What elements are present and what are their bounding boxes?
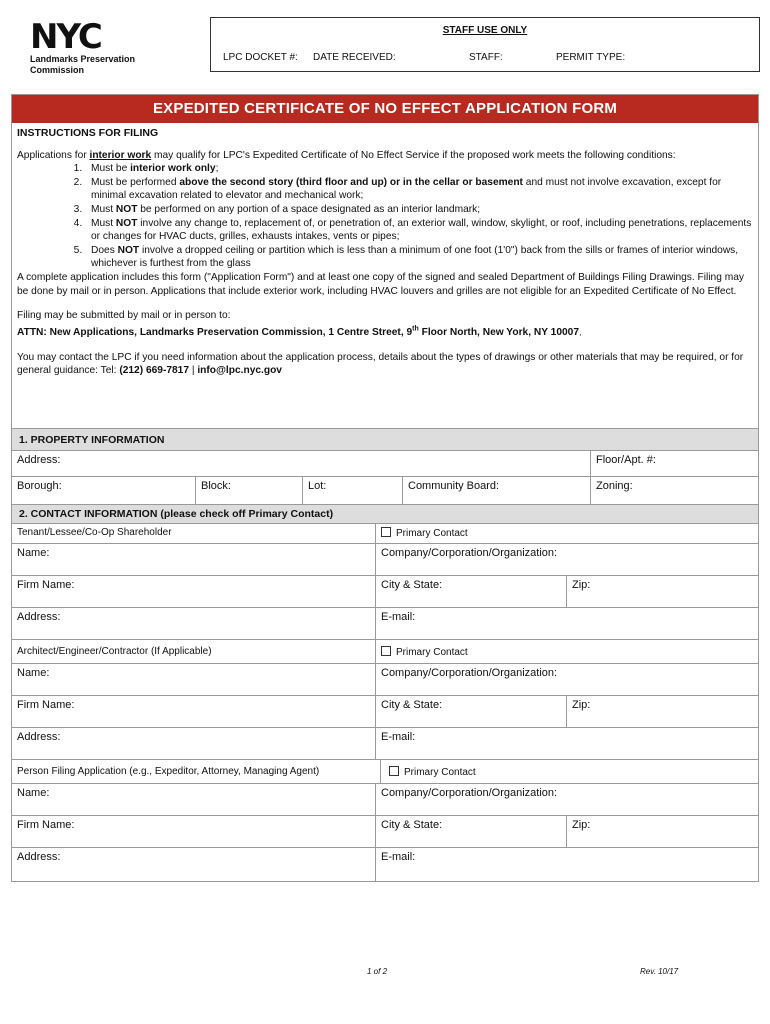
tenant-address-field[interactable]: Address: xyxy=(12,607,375,639)
filer-name-field[interactable]: Name: xyxy=(12,783,375,815)
contact-section-header: 2. CONTACT INFORMATION (please check off Primary Contact) xyxy=(12,504,758,523)
tenant-heading: Tenant/Lessee/Co-Op Shareholder xyxy=(12,523,375,543)
logo-line-1: Landmarks Preservation xyxy=(30,54,136,64)
logo-line-2: Commission xyxy=(30,65,85,75)
lpc-phone[interactable]: (212) 669-7817 xyxy=(119,365,189,377)
filer-zip-field[interactable]: Zip: xyxy=(566,815,758,847)
checkbox-icon[interactable] xyxy=(381,646,391,656)
architect-firm-field[interactable]: Firm Name: xyxy=(12,695,375,727)
filer-firm-field[interactable]: Firm Name: xyxy=(12,815,375,847)
tenant-name-field[interactable]: Name: xyxy=(12,543,375,575)
condition-4: 4. Must NOT involve any change to, replacement of, or penetration of, an exterior wall, window, skylight, or roof, including penetrations, replacements or changes for HVAC ducts, grilles, exhausts intakes, vents or pipes; xyxy=(85,217,753,244)
architect-primary-contact[interactable]: Primary Contact xyxy=(375,639,758,663)
instructions-intro: Applications for interior work may qualify for LPC's Expedited Certificate of No Effect Service if the proposed work meets the following conditions: xyxy=(17,149,676,161)
instructions xyxy=(12,123,758,378)
checkbox-icon[interactable] xyxy=(381,527,391,537)
property-address-field[interactable]: Address: xyxy=(12,450,590,476)
property-section-header: 1. PROPERTY INFORMATION xyxy=(12,428,758,450)
zoning-field[interactable]: Zoning: xyxy=(590,476,758,504)
floor-apt-field[interactable]: Floor/Apt. #: xyxy=(590,450,758,476)
filer-address-field[interactable]: Address: xyxy=(12,847,375,881)
architect-heading: Architect/Engineer/Contractor (If Applicable) xyxy=(12,639,375,663)
lpc-docket-label: LPC DOCKET #: xyxy=(223,52,298,63)
staff-label: STAFF: xyxy=(469,52,503,63)
tenant-zip-field[interactable]: Zip: xyxy=(566,575,758,607)
architect-email-field[interactable]: E-mail: xyxy=(375,727,758,759)
architect-city-field[interactable]: City & State: xyxy=(375,695,566,727)
architect-name-field[interactable]: Name: xyxy=(12,663,375,695)
filing-text: Filing may be submitted by mail or in person to: xyxy=(17,310,231,322)
lot-field[interactable]: Lot: xyxy=(302,476,402,504)
community-board-field[interactable]: Community Board: xyxy=(402,476,590,504)
condition-5: 5. Does NOT involve a dropped ceiling or partition which is less than a minimum of one foot (1'0") back from the sills or frames of interior windows, whichever is furthest from the glass xyxy=(85,244,753,271)
instructions-heading: INSTRUCTIONS FOR FILING xyxy=(17,127,159,139)
architect-company-field[interactable]: Company/Corporation/Organization: xyxy=(375,663,758,695)
block-field[interactable]: Block: xyxy=(195,476,302,504)
application-form xyxy=(11,94,759,882)
tenant-firm-field[interactable]: Firm Name: xyxy=(12,575,375,607)
lpc-email[interactable]: info@lpc.nyc.gov xyxy=(197,365,282,377)
tenant-email-field[interactable]: E-mail: xyxy=(375,607,758,639)
filer-heading: Person Filing Application (e.g., Expeditor, Attorney, Managing Agent) xyxy=(12,759,380,783)
filer-city-field[interactable]: City & State: xyxy=(375,815,566,847)
condition-1: 1. Must be interior work only; xyxy=(85,162,753,176)
mailing-address: ATTN: New Applications, Landmarks Preservation Commission, 1 Centre Street, 9th Floor North, New York, NY 10007. xyxy=(17,325,582,339)
condition-2: 2. Must be performed above the second story (third floor and up) or in the cellar or basement and must not involve excavation, except for minimal excavation related to elevator and mechanical work; xyxy=(85,176,753,203)
nyc-lpc-logo xyxy=(30,17,160,76)
tenant-city-field[interactable]: City & State: xyxy=(375,575,566,607)
complete-application-text: A complete application includes this form ("Application Form") and at least one copy of the signed and sealed Department of Buildings Filing Drawings. Filing may be done by mail or in person. Applications that include exterior work, including HVAC louvers and grilles are not eligible for an Expedited Certificate of No Effect. xyxy=(17,271,744,297)
page-number: 1 of 2 xyxy=(367,967,388,976)
revision-label: Rev. 10/17 xyxy=(640,967,679,976)
borough-field[interactable]: Borough: xyxy=(12,476,195,504)
permit-type-label: PERMIT TYPE: xyxy=(556,52,626,63)
form-title: EXPEDITED CERTIFICATE OF NO EFFECT APPLICATION FORM xyxy=(12,95,758,123)
tenant-primary-contact[interactable]: Primary Contact xyxy=(375,523,758,543)
filer-primary-contact[interactable]: Primary Contact xyxy=(380,759,758,783)
filer-company-field[interactable]: Company/Corporation/Organization: xyxy=(375,783,758,815)
date-received-label: DATE RECEIVED: xyxy=(313,52,396,63)
tenant-company-field[interactable]: Company/Corporation/Organization: xyxy=(375,543,758,575)
condition-3: 3. Must NOT be performed on any portion of a space designated as an interior landmark; xyxy=(85,203,753,217)
staff-use-box xyxy=(210,17,760,72)
checkbox-icon[interactable] xyxy=(389,766,399,776)
filer-email-field[interactable]: E-mail: xyxy=(375,847,758,881)
architect-address-field[interactable]: Address: xyxy=(12,727,375,759)
architect-zip-field[interactable]: Zip: xyxy=(566,695,758,727)
conditions-list xyxy=(17,162,753,271)
staff-use-title: STAFF USE ONLY xyxy=(442,25,528,36)
contact-lpc-text: You may contact the LPC if you need information about the application process, details about the types of drawings or other materials that may be required, or for general guidance: Tel: (212) 669-7817 | info@lpc.nyc.gov xyxy=(17,351,744,377)
logo-nyc-wordmark: NYC xyxy=(30,17,101,57)
